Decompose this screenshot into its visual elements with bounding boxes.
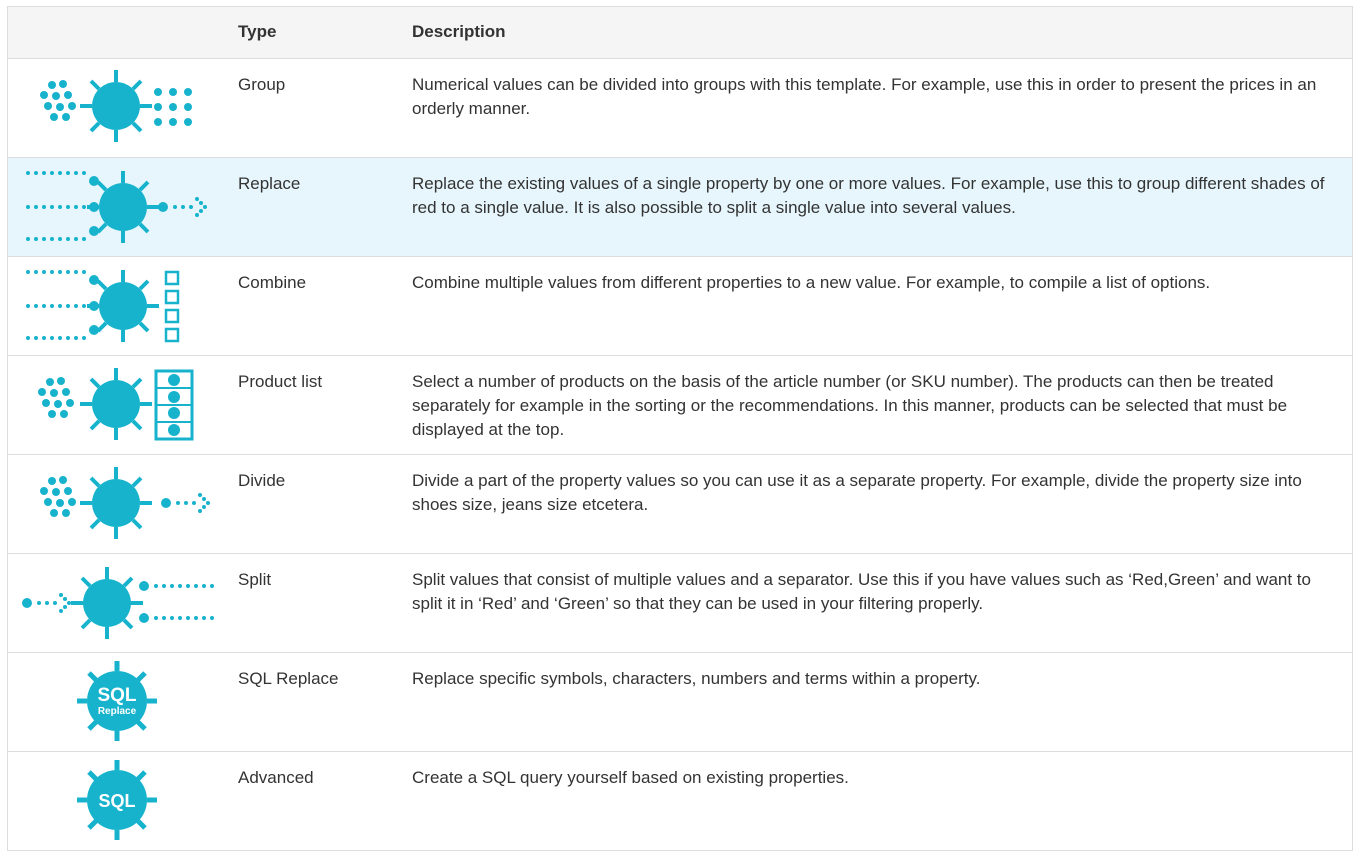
table-row-product-list (8, 355, 1352, 454)
row-description: Replace the existing values of a single property by one or more values. For example, use this to group different shades of red to a single value. It is also possible to split a single value into several values. (412, 174, 1325, 217)
sql-icon-label: SQL (97, 685, 137, 706)
row-type: Group (238, 75, 286, 94)
table-header-row (8, 7, 1352, 58)
row-description: Combine multiple values from different properties to a new value. For example, to compile a list of options. (412, 273, 1211, 292)
table-row-divide (8, 454, 1352, 553)
header-icon-cell (8, 7, 232, 58)
row-description: Replace specific symbols, characters, numbers and terms within a property. (412, 669, 981, 688)
type-column-header: Type (238, 22, 277, 41)
group-icon (8, 59, 232, 158)
divide-icon (8, 455, 232, 554)
values-table (7, 6, 1353, 851)
table-row-group (8, 58, 1352, 157)
product-list-icon (8, 356, 232, 455)
split-icon (8, 554, 232, 653)
table-row-split (8, 553, 1352, 652)
replace-icon (8, 158, 232, 257)
table-row-advanced (8, 751, 1352, 850)
sql-replace-icon (8, 653, 232, 752)
advanced-sql-icon (8, 752, 232, 851)
combine-icon (8, 257, 232, 356)
row-description: Divide a part of the property values so you can use it as a separate property. For example, divide the property size into shoes size, jeans size etcetera. (412, 471, 1302, 514)
description-column-header: Description (412, 22, 506, 41)
sql-icon-label: SQL (98, 791, 136, 811)
row-description: Numerical values can be divided into groups with this template. For example, use this in order to present the prices in an orderly manner. (412, 75, 1317, 118)
row-type: Product list (238, 372, 323, 391)
row-type: SQL Replace (238, 669, 339, 688)
row-description: Select a number of products on the basis of the article number (or SKU number). The products can then be treated separately for example in the sorting or the recommendations. In this manner, products can be selected that must be displayed at the top. (412, 372, 1288, 439)
table-row-sql-replace (8, 652, 1352, 751)
row-type: Advanced (238, 768, 314, 787)
table-row-replace (8, 157, 1352, 256)
row-type: Split (238, 570, 272, 589)
row-type: Combine (238, 273, 307, 292)
table-row-combine (8, 256, 1352, 355)
sql-icon-sublabel: Replace (97, 706, 137, 717)
row-description: Split values that consist of multiple values and a separator. Use this if you have values such as ‘Red,Green’ and want to split it in ‘Red’ and ‘Green’ so that they can be used in your filtering properly. (412, 570, 1311, 613)
row-type: Divide (238, 471, 286, 490)
row-description: Create a SQL query yourself based on existing properties. (412, 768, 849, 787)
row-type: Replace (238, 174, 301, 193)
